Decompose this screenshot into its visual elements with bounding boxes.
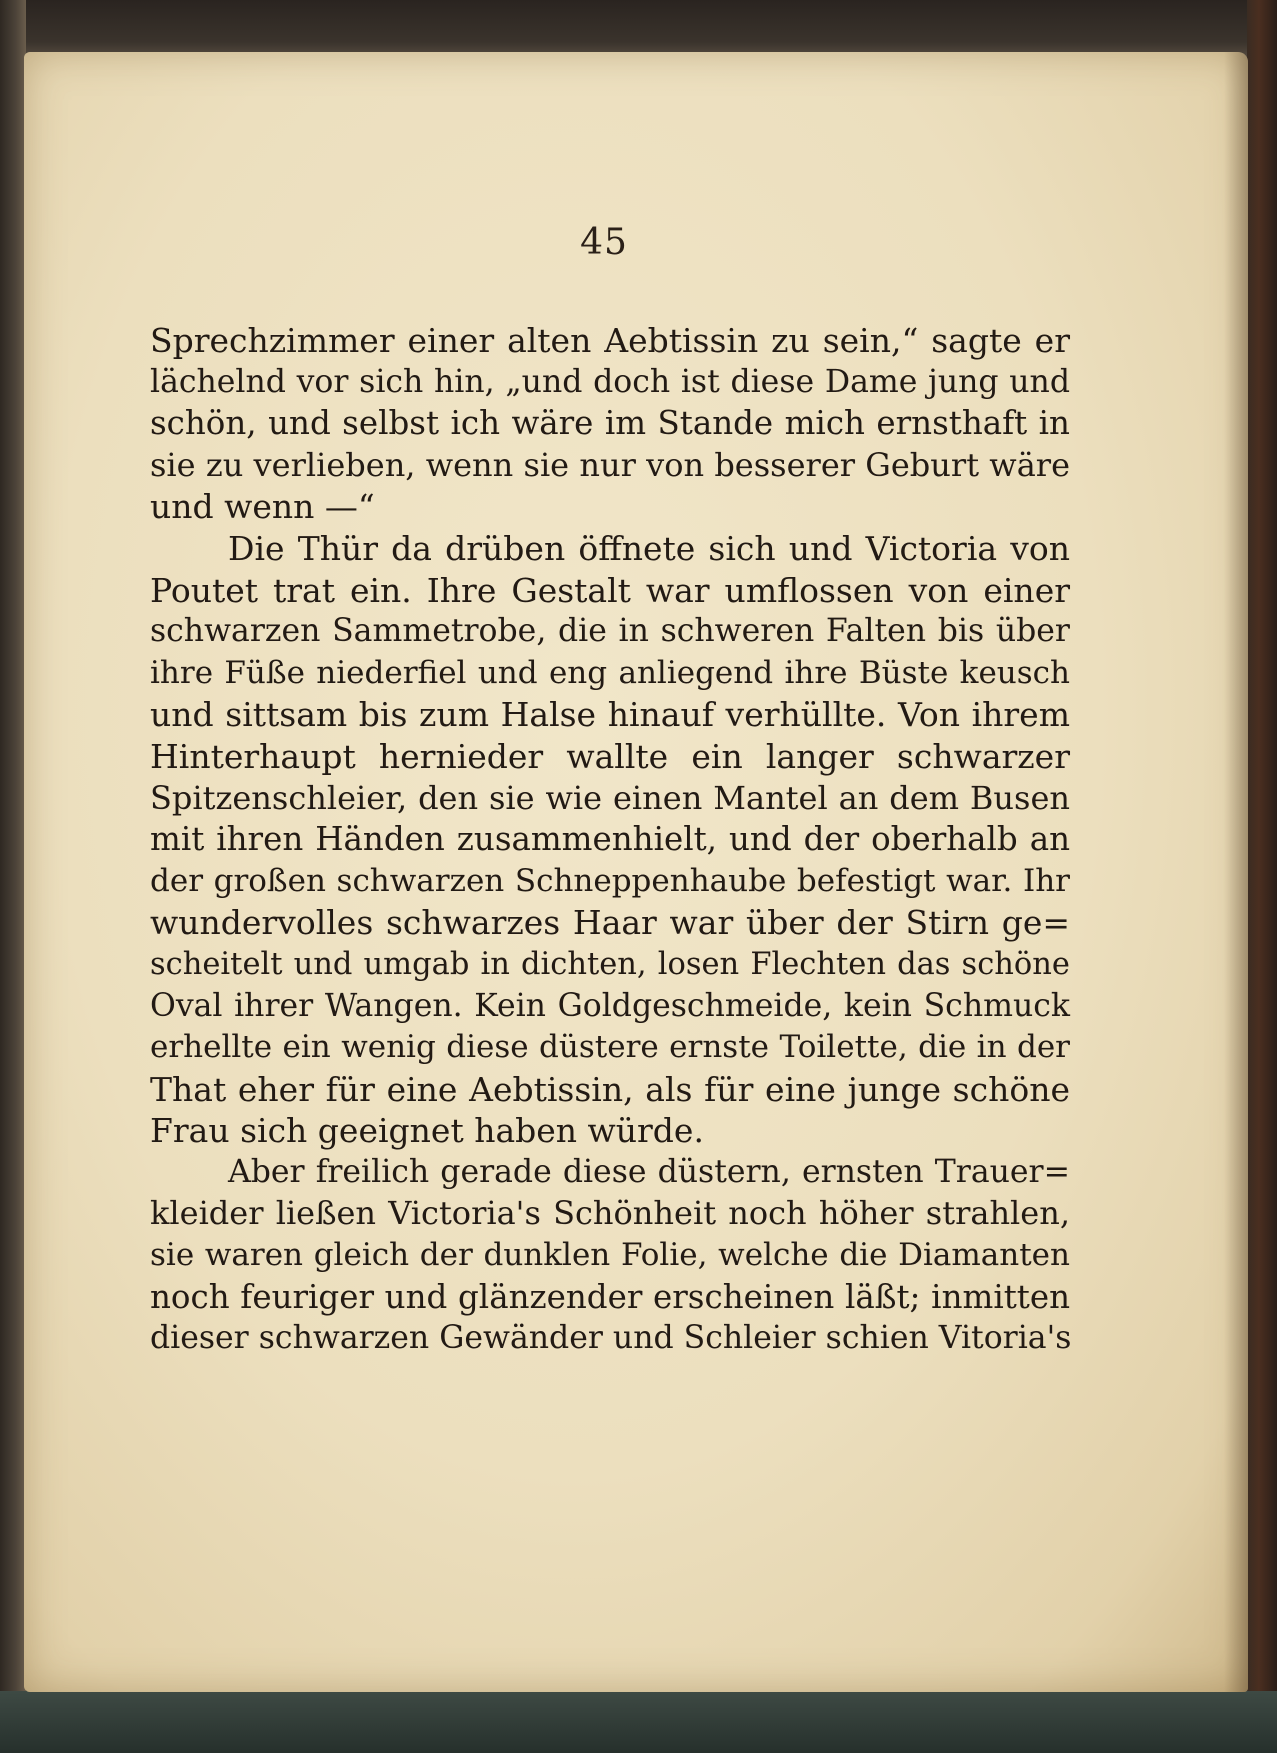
page-number: 45 — [580, 222, 628, 263]
text-line: Poutet trat ein. Ihre Gestalt war umflossen von einer — [150, 570, 1070, 610]
text-line: kleider ließen Victoria's Schönheit noch höher strahlen, — [150, 1194, 1070, 1233]
text-line: Spitzenschleier, den sie wie einen Mantel an dem Busen — [150, 778, 1070, 817]
text-line: Aber freilich gerade diese düstern, ernsten Trauer= — [228, 1153, 1070, 1190]
text-line: sie zu verlieben, wenn sie nur von besserer Geburt wäre — [150, 445, 1070, 484]
text-line: der großen schwarzen Schneppenhaube befestigt war. Ihr — [150, 862, 1070, 899]
text-line: und wenn —“ — [150, 487, 375, 527]
text-line: sie waren gleich der dunklen Folie, welche die Diamanten — [150, 1237, 1070, 1274]
text-line: schön, und selbst ich wäre im Stande mich ernsthaft in — [150, 404, 1070, 443]
text-line: und sittsam bis zum Halse hinauf verhüllte. Von ihrem — [150, 695, 1070, 735]
book-cover-bottom-edge — [0, 1691, 1277, 1753]
text-line: dieser schwarzen Gewänder und Schleier schien Vitoria's — [150, 1320, 1072, 1357]
text-line: scheitelt und umgab in dichten, losen Flechten das schöne — [150, 946, 1070, 982]
book-spine-edge — [0, 0, 26, 1753]
text-line: Hinterhaupt hernieder wallte ein langer schwarzer — [150, 736, 1070, 776]
text-line: mit ihren Händen zusammenhielt, und der oberhalb an — [150, 820, 1070, 859]
text-line: Sprechzimmer einer alten Aebtissin zu sein,“ sagte er — [150, 321, 1070, 360]
text-line: Frau sich geeignet haben würde. — [150, 1111, 704, 1151]
book-cover-top-edge — [0, 0, 1277, 60]
text-line: Die Thür da drüben öffnete sich und Victoria von — [228, 528, 1070, 568]
book-cover-right-edge — [1247, 0, 1277, 1753]
text-line: That eher für eine Aebtissin, als für eine junge schöne — [150, 1069, 1070, 1109]
page-edge-shadow — [1224, 52, 1248, 1692]
text-line: Oval ihrer Wangen. Kein Goldgeschmeide, kein Schmuck — [150, 987, 1070, 1024]
book-page — [24, 52, 1248, 1692]
text-line: noch feuriger und glänzender erscheinen läßt; inmitten — [150, 1277, 1070, 1316]
text-line: ihre Füße niederfiel und eng anliegend ihre Büste keusch — [150, 654, 1070, 691]
text-line: schwarzen Sammetrobe, die in schweren Falten bis über — [150, 613, 1070, 650]
text-line: lächelnd vor sich hin, „und doch ist diese Dame jung und — [150, 363, 1070, 400]
text-line: wundervolles schwarzes Haar war über der Stirn ge= — [150, 903, 1070, 943]
text-line: erhellte ein wenig diese düstere ernste Toilette, die in der — [150, 1029, 1070, 1066]
body-text — [150, 320, 1070, 1360]
